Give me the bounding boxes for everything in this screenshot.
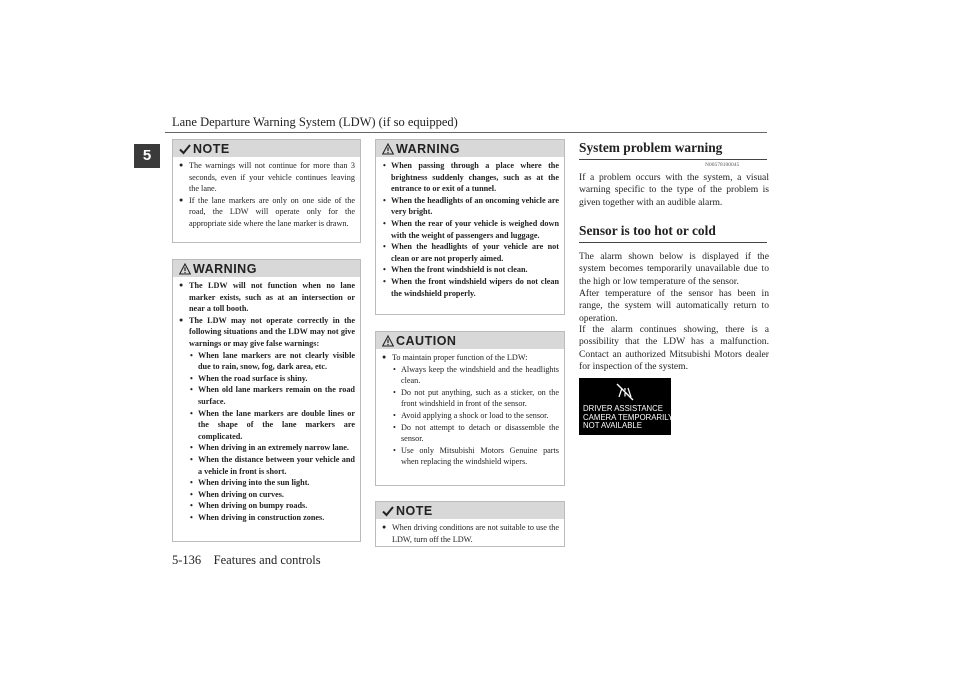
list-item: • When driving in construction zones. xyxy=(189,512,355,524)
note-header xyxy=(376,502,564,519)
list-item: • When the front windshield wipers do not clean the windshield properly. xyxy=(382,276,559,299)
note-box-left xyxy=(172,139,361,243)
note-box-middle xyxy=(375,501,565,547)
warning-box-middle xyxy=(375,139,565,315)
section-heading-system-problem: System problem warning xyxy=(579,140,723,155)
section-heading-sensor: Sensor is too hot or cold xyxy=(579,223,716,238)
list-item: ● The LDW may not operate correctly in the following situations and the LDW may not give warnings or may give false warnings: xyxy=(179,315,355,350)
note-body xyxy=(173,157,360,234)
section-code: N00578100045 xyxy=(705,162,740,168)
warning-box-left xyxy=(172,259,361,542)
page-footer xyxy=(172,553,321,568)
system-problem-text: If a problem occurs with the system, a visual warning specific to the type of the problem is given together with an audible alarm. xyxy=(579,172,769,208)
list-item: • When the front windshield is not clean. xyxy=(382,264,559,276)
section-name: Features and controls xyxy=(213,553,321,567)
display-line: DRIVER ASSISTANCE xyxy=(583,404,664,413)
display-text xyxy=(583,405,673,431)
list-item: • Use only Mitsubishi Motors Genuine parts when replacing the windshield wipers. xyxy=(392,445,559,468)
list-item: • When driving on bumpy roads. xyxy=(189,500,355,512)
list-item: • Do not attempt to detach or disassemble the sensor. xyxy=(392,422,559,445)
note-check-icon xyxy=(179,143,191,155)
list-item: • When driving into the sun light. xyxy=(189,477,355,489)
list-item: ● If the lane markers are only on one side of the road, the LDW will operate only for the appropriate side where the lane marker is drawn. xyxy=(179,195,355,230)
note-header xyxy=(173,140,360,157)
list-item: • When lane markers are not clearly visible due to rain, snow, fog, dark area, etc. xyxy=(189,350,355,373)
list-item: • When old lane markers remain on the road surface. xyxy=(189,384,355,407)
list-item: • When driving on curves. xyxy=(189,489,355,501)
warning-triangle-icon xyxy=(179,263,191,275)
warning-heading: WARNING xyxy=(193,261,257,276)
caution-heading: CAUTION xyxy=(396,333,457,348)
section-rule xyxy=(579,159,767,160)
sensor-paragraph-3: If the alarm continues showing, there is a possibility that the LDW has a malfunction. Contact an authorized Mitsubishi Motors dealer for inspection of the system. xyxy=(579,324,769,373)
caution-body xyxy=(376,349,564,472)
list-item: • When passing through a place where the brightness suddenly changes, such as at the entrance to or exit of a tunnel. xyxy=(382,160,559,195)
sensor-paragraph-1: The alarm shown below is displayed if the system becomes temporarily unavailable due to the high or low temperature of the sensor. xyxy=(579,251,769,287)
caution-box xyxy=(375,331,565,486)
note-check-icon xyxy=(382,505,394,517)
camera-off-icon xyxy=(613,382,637,402)
list-item: ● To maintain proper function of the LDW: xyxy=(382,352,559,364)
list-item: ● The warnings will not continue for more than 3 seconds, even if your vehicle continues leaving the lane. xyxy=(179,160,355,195)
warning-header xyxy=(173,260,360,277)
camera-unavailable-display xyxy=(579,378,674,435)
warning-heading: WARNING xyxy=(396,141,460,156)
section-rule xyxy=(579,242,767,243)
list-item: • When the headlights of your vehicle are not clean or are not properly aimed. xyxy=(382,241,559,264)
warning-body xyxy=(376,157,564,303)
warning-body xyxy=(173,277,360,527)
sensor-paragraph-2: After temperature of the sensor has been in range, the system will automatically return to operation. xyxy=(579,288,769,324)
page-header-title: Lane Departure Warning System (LDW) (if so equipped) xyxy=(172,115,458,129)
list-item: • When the distance between your vehicle and a vehicle in front is short. xyxy=(189,454,355,477)
list-item: • When driving in an extremely narrow lane. xyxy=(189,442,355,454)
list-item: • When the road surface is shiny. xyxy=(189,373,355,385)
header-rule xyxy=(165,132,767,133)
list-item: • Do not put anything, such as a sticker, on the front windshield in front of the sensor. xyxy=(392,387,559,410)
note-heading: NOTE xyxy=(193,141,230,156)
display-line: CAMERA TEMPORARILY xyxy=(583,412,674,422)
list-item: ● When driving conditions are not suitable to use the LDW, turn off the LDW. xyxy=(382,522,559,545)
note-heading: NOTE xyxy=(396,503,433,518)
warning-triangle-icon xyxy=(382,143,394,155)
list-item: • Always keep the windshield and the headlights clean. xyxy=(392,364,559,387)
display-line: NOT AVAILABLE xyxy=(583,421,642,431)
caution-triangle-icon xyxy=(382,335,394,347)
warning-header xyxy=(376,140,564,157)
caution-header xyxy=(376,332,564,349)
list-item: ● The LDW will not function when no lane marker exists, such as at an intersection or near a toll booth. xyxy=(179,280,355,315)
list-item: • When the rear of your vehicle is weighed down with the weight of passengers and luggage. xyxy=(382,218,559,241)
list-item: • Avoid applying a shock or load to the sensor. xyxy=(392,410,559,422)
chapter-tab: 5 xyxy=(134,144,160,168)
list-item: • When the lane markers are double lines or the shape of the lane markers are complicated. xyxy=(189,408,355,443)
page-number: 5-136 xyxy=(172,553,202,567)
note-body xyxy=(376,519,564,549)
list-item: • When the headlights of an oncoming vehicle are very bright. xyxy=(382,195,559,218)
